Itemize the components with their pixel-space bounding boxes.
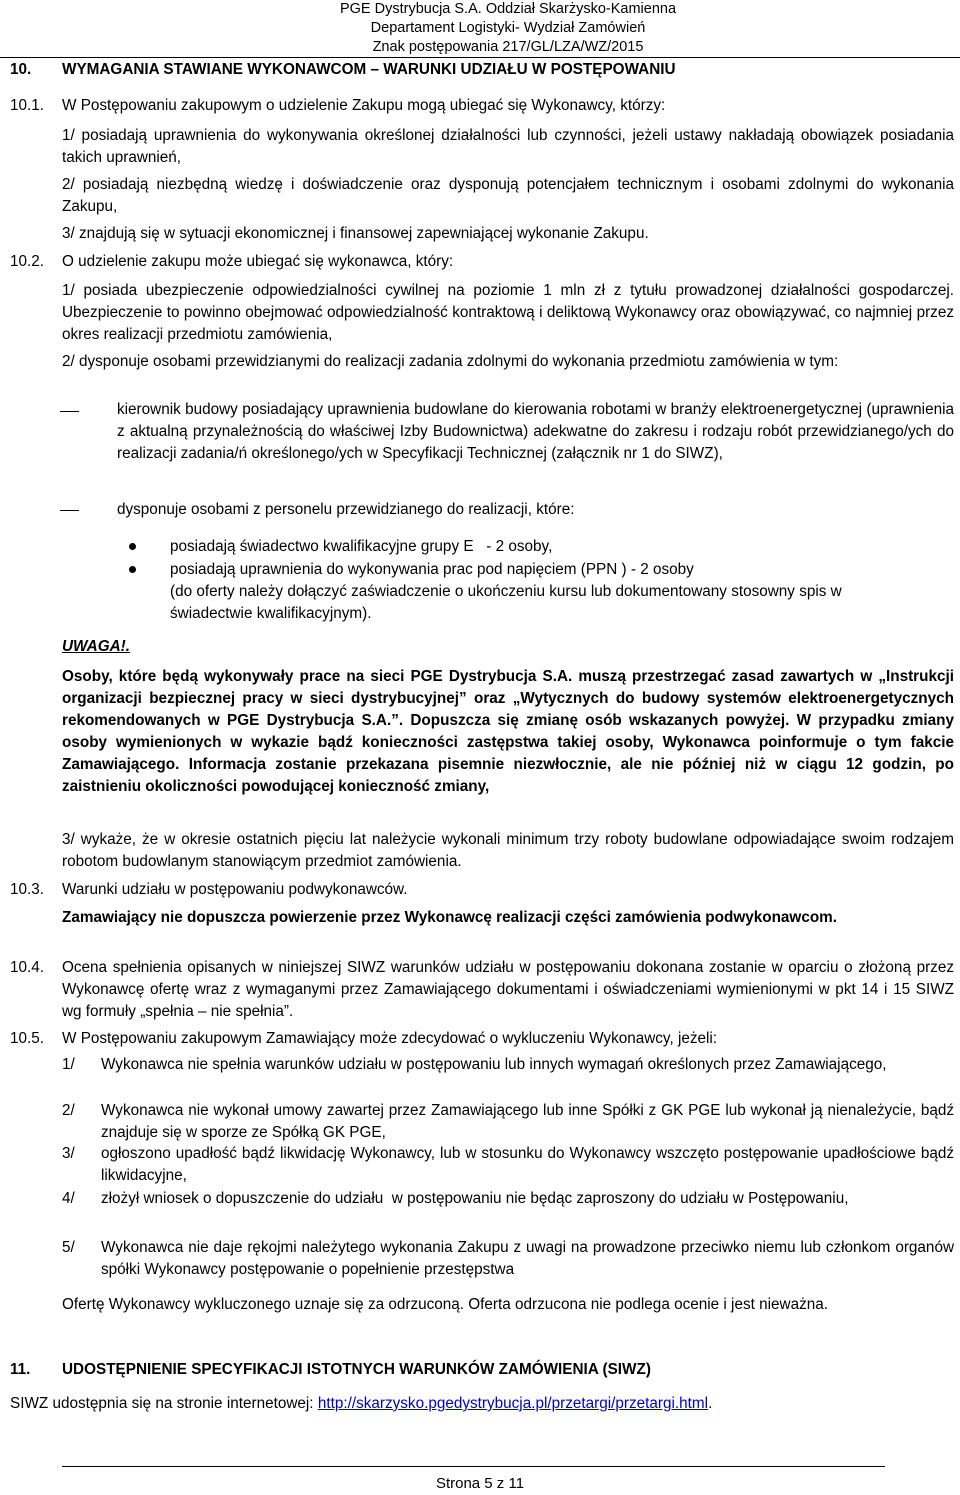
- requirement-site-manager: kierownik budowy posiadający uprawnienia budowlane do kierowania robotami w branży elektroenergetycznej (uprawnienia z aktualną przynależnością do właściwej Izby Budownictwa) adekwatne do zakresu i rodzaju robót przewidzianego/ych do realizacji zadania/ń określonego/ych w Specyfikacji Technicznej (załącznik nr 1 do SIWZ),: [117, 401, 954, 462]
- requirement-personnel: dysponuje osobami z personelu przewidzianego do realizacji, które:: [117, 501, 575, 518]
- clause-10-1-number: 10.1.: [10, 97, 45, 114]
- page-number: Strona 5 z 11: [435, 1475, 525, 1492]
- clause-10-5-closing: Ofertę Wykonawcy wykluczonego uznaje się za odrzuconą. Oferta odrzucona nie podlega ocenie i jest nieważna.: [62, 1296, 828, 1313]
- clause-10-5-text: W Postępowaniu zakupowym Zamawiający może zdecydować o wykluczeniu Wykonawcy, jeżeli:: [62, 1030, 718, 1047]
- warning-label: UWAGA!.: [62, 638, 130, 655]
- siwz-availability-text: [10, 1393, 950, 1415]
- siwz-text-before: SIWZ udostępnia się na stronie internetowej:: [10, 1395, 318, 1412]
- personnel-live-work-permit: posiadają uprawnienia do wykonywania prac pod napięciem (PPN ) - 2 osoby: [170, 561, 694, 578]
- safety-rules-notice: Osoby, które będą wykonywały prace na sieci PGE Dystrybucja S.A. muszą przestrzegać zasad zawartych w „Instrukcji organizacji bezpiecznej pracy w sieci dystrybucyjnej” oraz „Wytycznych do budowy systemów elektroenergetycznych rekomendowanych w PGE Dystrybucja S.A.”. Dopuszcza się zmianę osób wskazanych powyżej. W przypadku zmiany osoby wymienionych w wykazie bądź konieczności zastępstwa takiej osoby, Wykonawca poinformuje o tym fakcie Zamawiającego. Informacja zostanie przekazana pisemnie niezwłocznie, ale nie później niż w ciągu 12 godzin, po zaistnieniu okoliczności powodującej konieczność zmiany,: [62, 668, 954, 795]
- dash-bullet: [60, 411, 79, 412]
- clause-10-3-number: 10.3.: [10, 881, 45, 898]
- clause-10-1-item-1: 1/ posiadają uprawnienia do wykonywania określonej działalności lub czynności, jeżeli ustawy nakładają obowiązek posiadania takich uprawnień,: [62, 127, 954, 166]
- exclusion-item: złożył wniosek o dopuszczenie do udziału w postępowaniu nie będąc zaproszony do udziału w Postępowaniu,: [101, 1190, 849, 1207]
- clause-10-1-item-2: 2/ posiadają niezbędną wiedzę i doświadczenie oraz dysponują potencjałem technicznym i osobami zdolnymi do wykonania Zakupu,: [62, 176, 954, 215]
- exclusion-item-number: 5/: [62, 1239, 75, 1256]
- header-case-number: Znak postępowania 217/GL/LZA/WZ/2015: [372, 39, 644, 55]
- siwz-text-after: .: [708, 1395, 713, 1412]
- exclusion-item: ogłoszono upadłość bądź likwidację Wykonawcy, lub w stosunku do Wykonawcy wszczęto postępowanie upadłościowe bądź likwidacyjne,: [101, 1145, 954, 1184]
- siwz-link[interactable]: http://skarzysko.pgedystrybucja.pl/przetargi/przetargi.html: [317, 1395, 709, 1412]
- exclusion-item-number: 3/: [62, 1145, 75, 1162]
- section-11-number: 11.: [10, 1361, 31, 1378]
- header-department: Departament Logistyki- Wydział Zamówień: [370, 20, 646, 36]
- clause-10-2-text: O udzielenie zakupu może ubiegać się wykonawca, który:: [62, 253, 454, 270]
- exclusion-item: Wykonawca nie wykonał umowy zawartej przez Zamawiającego lub inne Spółki z GK PGE lub wykonał ją nienależycie, bądź znajduje się w sporze ze Spółką GK PGE,: [101, 1102, 954, 1141]
- clause-10-1-item-3: 3/ znajdują się w sytuacji ekonomicznej i finansowej zapewniającej wykonanie Zakupu.: [62, 225, 649, 242]
- exclusion-item: Wykonawca nie spełnia warunków udziału w postępowaniu lub innych wymagań określonych przez Zamawiającego,: [101, 1056, 887, 1073]
- bullet-dot: [129, 566, 136, 573]
- section-10-title: WYMAGANIA STAWIANE WYKONAWCOM – WARUNKI UDZIAŁU W POSTĘPOWANIU: [62, 61, 676, 78]
- clause-10-1-text: W Postępowaniu zakupowym o udzielenie Zakupu mogą ubiegać się Wykonawcy, którzy:: [62, 97, 666, 114]
- clause-10-5-number: 10.5.: [10, 1030, 45, 1047]
- exclusion-item: Wykonawca nie daje rękojmi należytego wykonania Zakupu z uwagi na prowadzone przeciwko niemu lub członkom organów spółki Wykonawcy postępowanie o popełnienie przestępstwa: [101, 1239, 954, 1278]
- header-company: PGE Dystrybucja S.A. Oddział Skarżysko-Kamienna: [339, 1, 677, 17]
- exclusion-item-number: 2/: [62, 1102, 75, 1119]
- clause-10-4-text: Ocena spełnienia opisanych w niniejszej SIWZ warunków udziału w postępowaniu dokonana zostanie w oparciu o złożoną przez Wykonawcę ofertę wraz z wymaganymi przez Zamawiającego dokumentami i oświadczeniami wymienionymi w pkt 14 i 15 SIWZ wg formuły „spełnia – nie spełnia”.: [62, 959, 954, 1020]
- personnel-documents-note: (do oferty należy dołączyć zaświadczenie o ukończeniu kursu lub dokumentowany stosowny spis w świadectwie kwalifikacyjnym).: [170, 583, 842, 622]
- clause-10-2-item-3: 3/ wykaże, że w okresie ostatnich pięciu lat należycie wykonali minimum trzy roboty budowlane odpowiadające swoim rodzajem robotom budowlanym stanowiącym przedmiot zamówienia.: [62, 831, 954, 870]
- personnel-qualification-e: posiadają świadectwo kwalifikacyjne grupy E - 2 osoby,: [170, 538, 553, 555]
- dash-bullet: [60, 510, 79, 511]
- bullet-dot: [129, 543, 136, 550]
- section-11-title: UDOSTĘPNIENIE SPECYFIKACJI ISTOTNYCH WARUNKÓW ZAMÓWIENIA (SIWZ): [62, 1361, 651, 1378]
- section-10-number: 10.: [10, 61, 32, 78]
- header-divider: [0, 57, 960, 58]
- exclusion-item-number: 1/: [62, 1056, 75, 1073]
- exclusion-item-number: 4/: [62, 1190, 75, 1207]
- subcontracting-notice: Zamawiający nie dopuszcza powierzenie przez Wykonawcę realizacji części zamówienia podwykonawcom.: [62, 909, 838, 926]
- clause-10-2-item-2: 2/ dysponuje osobami przewidzianymi do realizacji zadania zdolnymi do wykonania przedmiotu zamówienia w tym:: [62, 353, 839, 370]
- clause-10-2-item-1: 1/ posiada ubezpieczenie odpowiedzialności cywilnej na poziomie 1 mln zł z tytułu prowadzonej działalności gospodarczej. Ubezpieczenie to powinno obejmować odpowiedzialność kontraktową i deliktową Wykonawcy oraz obowiązywać, co najmniej przez okres realizacji przedmiotu zamówienia,: [62, 282, 954, 343]
- clause-10-4-number: 10.4.: [10, 959, 45, 976]
- clause-10-2-number: 10.2.: [10, 253, 45, 270]
- clause-10-3-text: Warunki udziału w postępowaniu podwykonawców.: [62, 881, 408, 898]
- page-header: [0, 0, 960, 57]
- footer-divider: [62, 1466, 885, 1467]
